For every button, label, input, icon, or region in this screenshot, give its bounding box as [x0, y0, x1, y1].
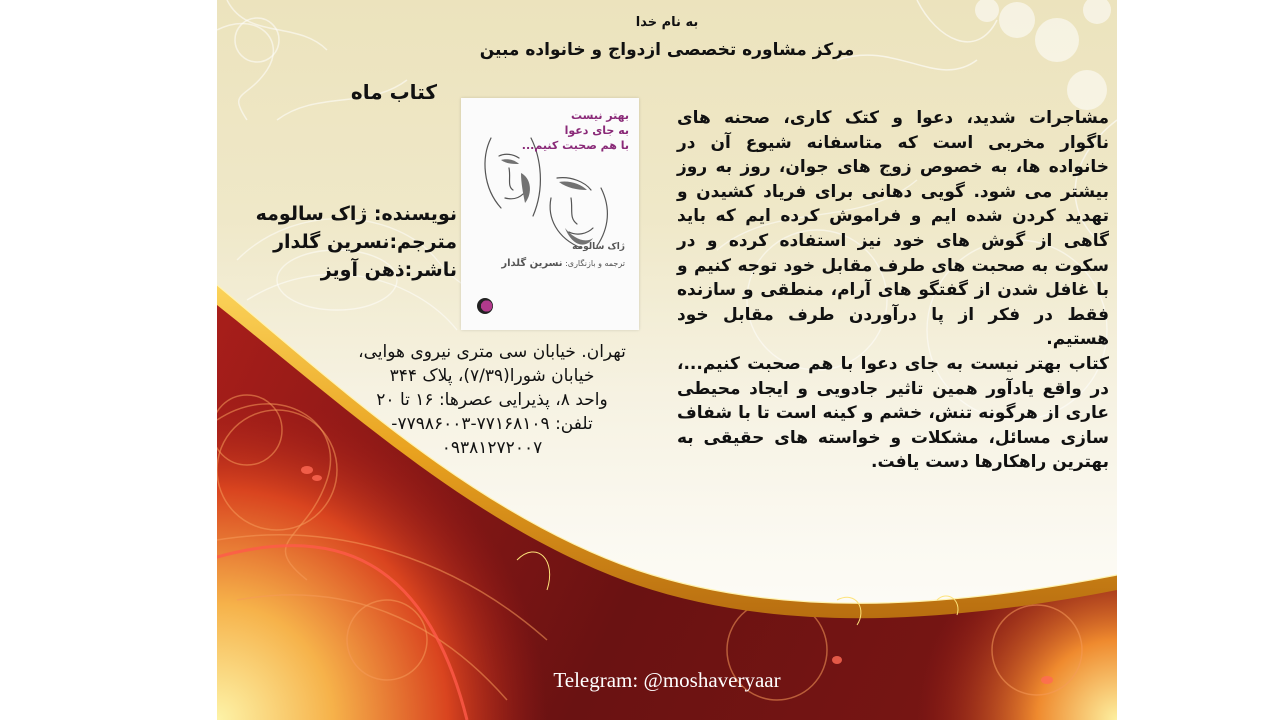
address-block [327, 340, 657, 460]
description-paragraph-2: کتاب بهتر نیست به جای دعوا با هم صحبت کنیم...، در واقع یادآور همین تاثیر جادویی و ایجاد محیطی عاری از هرگونه تنش، خشم و کینه است تا با شفاف سازی مسائل، مشکلات و خواسته های حقیقی به بهترین راهکارها دست یافت. [677, 353, 1109, 473]
publisher-logo-icon [477, 298, 493, 314]
phone-line: تلفن: ۷۷۱۶۸۱۰۹-۷۷۹۸۶۰۰۳- [391, 414, 593, 434]
cover-title: بهتر نیست به جای دعوا با هم صحبت کنیم... [521, 109, 629, 152]
bismillah-heading: به نام خدا [635, 15, 699, 30]
address-line-2: خیابان شورا(۷/۳۹)، پلاک ۳۴۴ [389, 366, 595, 386]
telegram-handle: Telegram: @moshaveryaar [553, 668, 781, 692]
description-paragraph-1: مشاجرات شدید، دعوا و کتک کاری، صحنه های ناگوار مخربی است که متاسفانه شیوع آن در خانواده ها، به خصوص زوج های جوان، روز به روز بیشتر می شود. گویی دهانی برای فریاد کشیدن و تهدید کردن شده ایم و فراموش کرده ایم که باید گاهی از گوش های خود نیز استفاده کرده و در سکوت به صحبت های طرف مقابل خود توجه کنیم و با غافل شدن از گفتگو های آرام، منطقی و سازنده فقط در فکر از پا درآوردن طرف مقابل خود هستیم. [677, 108, 1109, 350]
address-line-1: تهران. خیابان سی متری نیروی هوایی، [358, 342, 626, 362]
address-line-3: واحد ۸، پذیرایی عصرها: ۱۶ تا ۲۰ [376, 390, 608, 410]
slide [217, 0, 1117, 720]
translator-line: مترجم:نسرین گلدار [273, 231, 457, 253]
publisher-line: ناشر:ذهن آویز [320, 259, 457, 281]
cover-translator: ترجمه و بازنگاری: نسرین گلدار [501, 258, 625, 269]
cover-author: ژاک سالومه [572, 242, 625, 252]
section-title: کتاب ماه [350, 80, 437, 104]
mobile-line: ۰۹۳۸۱۲۷۲۰۰۷ [441, 438, 543, 458]
author-line: نویسنده: ژاک سالومه [255, 203, 457, 225]
center-name-heading: مرکز مشاوره تخصصی ازدواج و خانواده مبین [479, 40, 855, 60]
book-cover-image [461, 98, 639, 330]
book-meta [237, 200, 457, 284]
book-description [677, 106, 1109, 475]
